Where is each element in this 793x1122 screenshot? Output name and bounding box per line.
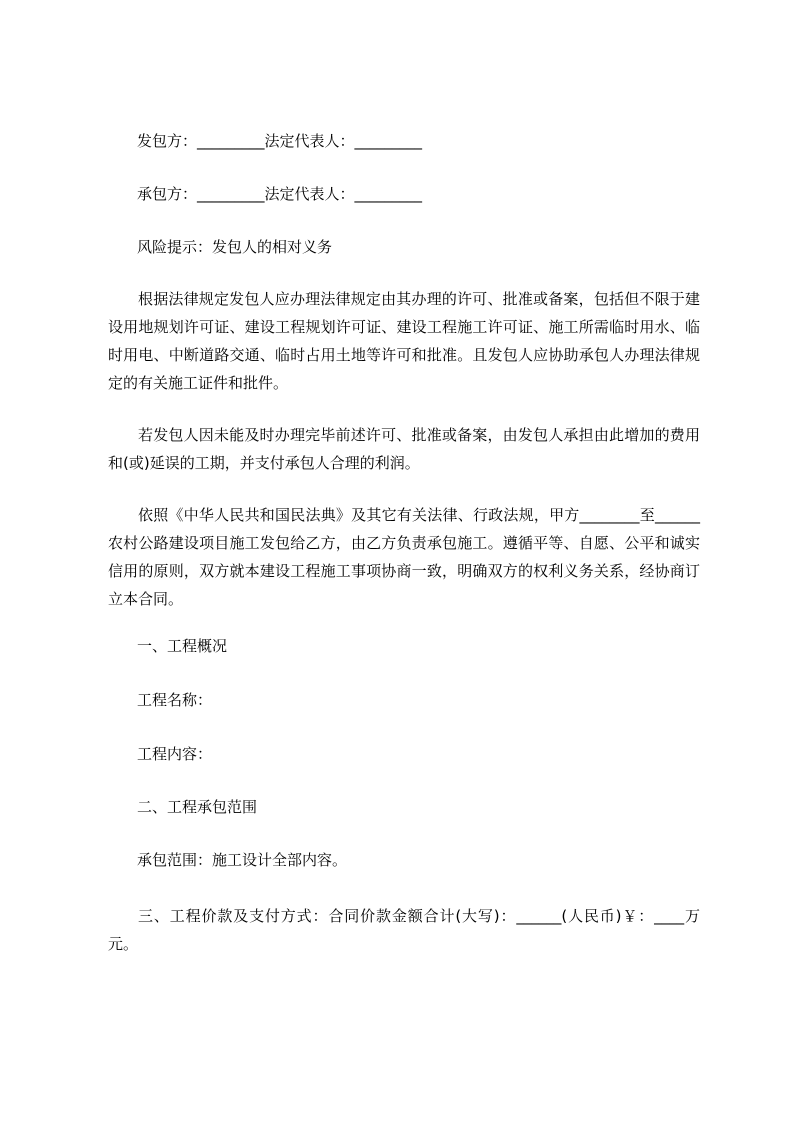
basis-paragraph: 依照《中华人民共和国民法典》及其它有关法律、行政法规，甲方________至______农村公路建设项目施工发包给乙方，由乙方负责承包施工。遵循平等、自愿、公平和诚实信用的原则，双方就本建设工程施工事项协商一致，明确双方的权利义务关系，经协商订立本合同。 bbox=[108, 506, 700, 608]
project-content-field: 工程内容： bbox=[137, 745, 213, 763]
employer-line: 发包方：_________法定代表人：_________ bbox=[137, 132, 423, 150]
section-1-title: 一、工程概况 bbox=[137, 637, 228, 655]
project-name-field: 工程名称： bbox=[137, 691, 213, 709]
delay-paragraph: 若发包人因未能及时办理完毕前述许可、批准或备案，由发包人承担由此增加的费用和(或)延误的工期，并支付承包人合理的利润。 bbox=[108, 426, 700, 472]
contractor-line: 承包方：_________法定代表人：_________ bbox=[137, 185, 423, 203]
risk-tip: 风险提示：发包人的相对义务 bbox=[137, 238, 333, 256]
permits-paragraph: 根据法律规定发包人应办理法律规定由其办理的许可、批准或备案，包括但不限于建设用地规划许可证、建设工程规划许可证、建设工程施工许可证、施工所需临时用水、临时用电、中断道路交通、临时占用土地等许可和批准。且发包人应协助承包人办理法律规定的有关施工证件和批件。 bbox=[108, 290, 700, 392]
payment-paragraph: 三、工程价款及支付方式：合同价款金额合计(大写)：______(人民币)￥：____万元。 bbox=[108, 907, 700, 953]
section-2-title: 二、工程承包范围 bbox=[137, 798, 258, 816]
scope-line: 承包范围：施工设计全部内容。 bbox=[137, 851, 348, 869]
